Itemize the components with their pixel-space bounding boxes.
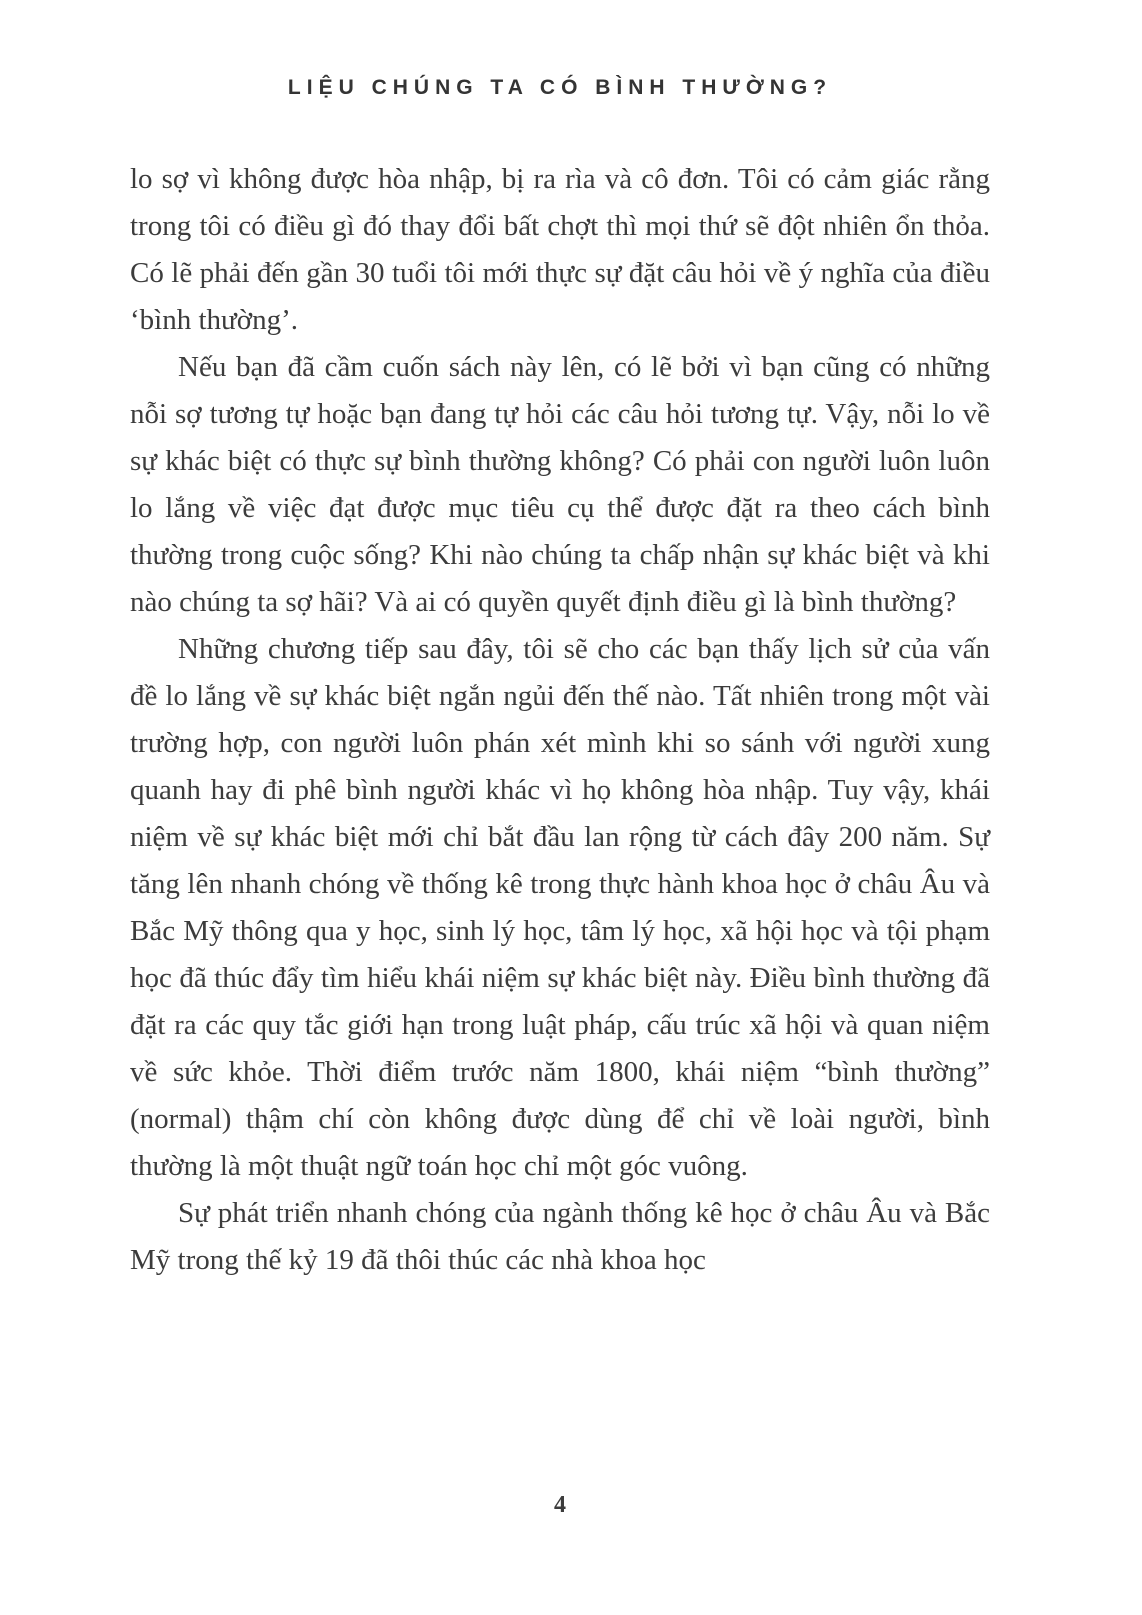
paragraph: Sự phát triển nhanh chóng của ngành thống kê học ở châu Âu và Bắc Mỹ trong thế kỷ 19 đã thôi thúc các nhà khoa học (130, 1197, 990, 1276)
paragraph: Những chương tiếp sau đây, tôi sẽ cho các bạn thấy lịch sử của vấn đề lo lắng về sự khác biệt ngắn ngủi đến thế nào. Tất nhiên trong một vài trường hợp, con người luôn phán xét mình khi so sánh với người xung quanh hay đi phê bình người khác vì họ không hòa nhập. Tuy vậy, khái niệm về sự khác biệt mới chỉ bắt đầu lan rộng từ cách đây 200 năm. Sự tăng lên nhanh chóng về thống kê trong thực hành khoa học ở châu Âu và Bắc Mỹ thông qua y học, sinh lý học, tâm lý học, xã hội học và tội phạm học đã thúc đẩy tìm hiểu khái niệm sự khác biệt này. Điều bình thường đã đặt ra các quy tắc giới hạn trong luật pháp, cấu trúc xã hội và quan niệm về sức khỏe. Thời điểm trước năm 1800, khái niệm “bình thường” (normal) thậm chí còn không được dùng để chỉ về loài người, bình thường là một thuật ngữ toán học chỉ một góc vuông. (130, 633, 990, 1182)
paragraph: lo sợ vì không được hòa nhập, bị ra rìa và cô đơn. Tôi có cảm giác rằng trong tôi có điều gì đó thay đổi bất chợt thì mọi thứ sẽ đột nhiên ổn thỏa. Có lẽ phải đến gần 30 tuổi tôi mới thực sự đặt câu hỏi về ý nghĩa của điều ‘bình thường’. (130, 163, 990, 336)
running-header: LIỆU CHÚNG TA CÓ BÌNH THƯỜNG? (287, 76, 833, 99)
page-number: 4 (554, 1492, 566, 1518)
body-text (130, 156, 990, 1284)
paragraph: Nếu bạn đã cầm cuốn sách này lên, có lẽ bởi vì bạn cũng có những nỗi sợ tương tự hoặc bạn đang tự hỏi các câu hỏi tương tự. Vậy, nỗi lo về sự khác biệt có thực sự bình thường không? Có phải con người luôn luôn lo lắng về việc đạt được mục tiêu cụ thể được đặt ra theo cách bình thường trong cuộc sống? Khi nào chúng ta chấp nhận sự khác biệt và khi nào chúng ta sợ hãi? Và ai có quyền quyết định điều gì là bình thường? (130, 351, 990, 618)
